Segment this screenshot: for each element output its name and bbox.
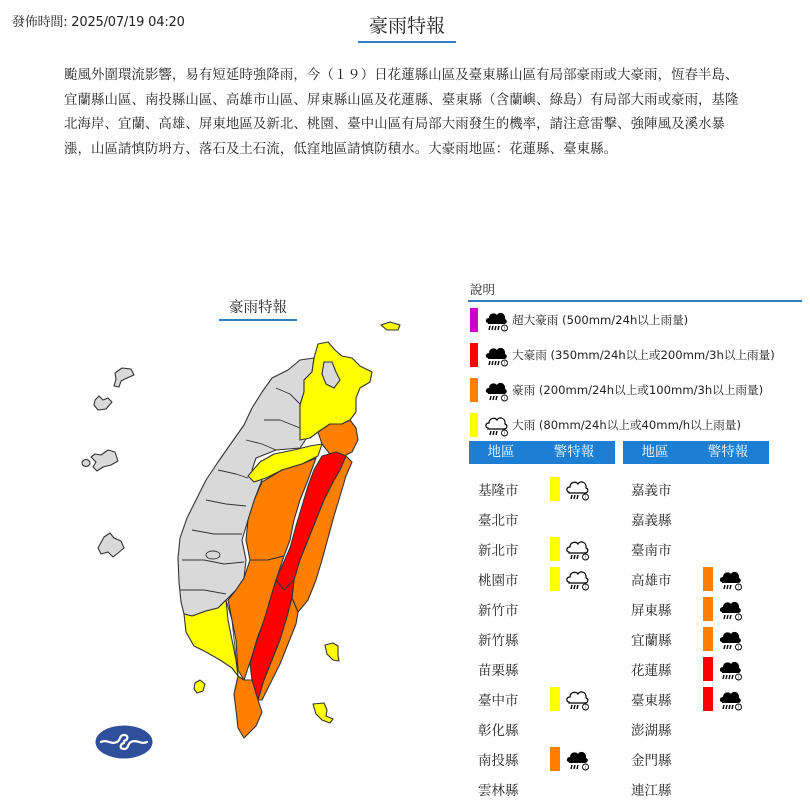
svg-text:!: ! (584, 586, 587, 591)
region-name: 澎湖縣 (631, 723, 672, 739)
xiaoliuqiu-island (194, 680, 205, 693)
penghu-island (82, 460, 90, 467)
region-row (478, 504, 628, 534)
region-row (631, 684, 781, 714)
svg-text:!: ! (584, 496, 587, 501)
svg-text:!: ! (584, 766, 587, 771)
region-name: 臺南市 (631, 543, 672, 559)
region-name: 新竹市 (478, 603, 519, 619)
heavy-rain-cloud-icon (483, 342, 509, 368)
svg-text:!: ! (737, 586, 740, 591)
region-row (478, 534, 628, 564)
region-row (631, 654, 781, 684)
svg-text:!: ! (737, 676, 740, 681)
region-row (478, 774, 628, 804)
region-name: 嘉義市 (631, 483, 672, 499)
legend-item-extremely-heavy (468, 372, 802, 407)
region-row (631, 744, 781, 774)
region-name: 屏東縣 (631, 603, 672, 619)
region-row (478, 564, 628, 594)
svg-text:!: ! (503, 361, 506, 367)
region-name: 新竹縣 (478, 633, 519, 649)
region-name: 苗栗縣 (478, 663, 519, 679)
warning-level-bar (550, 747, 560, 771)
color-swatch (470, 343, 478, 367)
legend-title: 說明 (468, 280, 802, 302)
region-row (478, 744, 628, 774)
svg-text:!: ! (584, 556, 587, 561)
warning-description: 颱風外圍環流影響，易有短延時強降雨，今（１９）日花蓮縣山區及臺東縣山區有局部豪雨或大豪雨，恆春半島、宜蘭縣山區、南投縣山區、高雄市山區、屏東縣山區及花蓮縣、臺東縣（含蘭嶼、綠島）有局部大雨或豪雨，基隆北海岸、宜蘭、高雄、屏東地區及新北、桃園、臺中山區有局部大雨發生的機率，請注意雷擊、強陣風及溪水暴漲，山區請慎防坍方、落石及土石流，低窪地區請慎防積水。大豪雨地區：花蓮縣、臺東縣。 (64, 68, 739, 157)
rain-cloud-outline-icon (564, 686, 590, 712)
region-row (478, 594, 628, 624)
rain-cloud-outline-icon (483, 412, 509, 438)
warning-level-bar (703, 657, 713, 681)
central-weather-administration-logo (95, 725, 153, 759)
region-name: 花蓮縣 (631, 663, 672, 679)
heavy-rain-cloud-icon (717, 656, 743, 682)
legend (468, 280, 802, 442)
warning-level-bar (703, 597, 713, 621)
header-region: 地區 (641, 444, 669, 460)
region-row (631, 534, 781, 564)
heavy-rain-cloud-icon (483, 307, 509, 333)
color-swatch (470, 413, 478, 437)
legend-item-torrential (468, 337, 802, 372)
legend-label: 大豪雨 (350mm/24h以上或200mm/3h以上雨量) (512, 347, 775, 362)
region-row (631, 504, 781, 534)
svg-text:!: ! (503, 431, 506, 437)
warning-level-bar (550, 567, 560, 591)
region-name: 臺北市 (478, 513, 519, 529)
legend-label: 超大豪雨 (500mm/24h以上雨量) (512, 312, 689, 327)
region-list-left (478, 474, 628, 804)
region-row (478, 624, 628, 654)
color-swatch (470, 378, 478, 402)
penghu-island (98, 533, 124, 557)
svg-text:!: ! (737, 706, 740, 711)
rain-cloud-outline-icon (564, 536, 590, 562)
warning-level-bar (703, 567, 713, 591)
green-island (325, 643, 339, 661)
orchid-island (313, 703, 333, 723)
legend-label: 大雨 (80mm/24h以上或40mm/h以上雨量) (512, 417, 742, 432)
region-row (478, 654, 628, 684)
region-row (478, 714, 628, 744)
heavy-rain-cloud-icon (483, 377, 509, 403)
svg-text:!: ! (584, 706, 587, 711)
region-row (631, 774, 781, 804)
warning-level-bar (703, 627, 713, 651)
heavy-rain-cloud-icon (717, 686, 743, 712)
legend-item-heavy (468, 407, 802, 442)
region-name: 臺東縣 (631, 693, 672, 709)
warning-level-bar (550, 537, 560, 561)
header-region: 地區 (487, 444, 515, 460)
legend-item-extremely-torrential (468, 302, 802, 337)
page-title: 豪雨特報 (358, 11, 456, 43)
penghu-island (91, 450, 118, 471)
svg-text:!: ! (737, 646, 740, 651)
region-row (631, 714, 781, 744)
region-name: 基隆市 (478, 483, 519, 499)
table-header-left (469, 441, 615, 464)
region-row (631, 594, 781, 624)
legend-label: 豪雨 (200mm/24h以上或100mm/3h以上雨量) (512, 382, 764, 397)
svg-text:!: ! (503, 326, 506, 332)
rain-cloud-outline-icon (564, 476, 590, 502)
penghu-island (94, 396, 112, 410)
region-name: 彰化縣 (478, 723, 519, 739)
warning-level-bar (703, 687, 713, 711)
region-name: 臺中市 (478, 693, 519, 709)
region-name: 連江縣 (631, 783, 672, 799)
warning-level-bar (550, 687, 560, 711)
region-name: 雲林縣 (478, 783, 519, 799)
region-name: 金門縣 (631, 753, 672, 769)
svg-text:!: ! (737, 616, 740, 621)
warning-level-bar (550, 477, 560, 501)
heavy-rain-cloud-icon (717, 596, 743, 622)
region-row (631, 624, 781, 654)
region-name: 宜蘭縣 (631, 633, 672, 649)
region-name: 桃園市 (478, 573, 519, 589)
color-swatch (470, 308, 478, 332)
region-row (478, 474, 628, 504)
table-header-right (623, 441, 769, 464)
region-name: 新北市 (478, 543, 519, 559)
rain-cloud-outline-icon (564, 566, 590, 592)
header-warning: 警特報 (553, 444, 595, 460)
region-name: 南投縣 (478, 753, 519, 769)
region-name: 嘉義縣 (631, 513, 672, 529)
region-row (631, 474, 781, 504)
pengjia-islet (381, 322, 400, 330)
issue-time: 發佈時間: 2025/07/19 04:20 (12, 15, 185, 30)
heavy-rain-cloud-icon (564, 746, 590, 772)
region-list-right (631, 474, 781, 804)
map-title: 豪雨特報 (219, 296, 297, 321)
heavy-rain-cloud-icon (717, 626, 743, 652)
region-name: 高雄市 (631, 573, 672, 589)
heavy-rain-cloud-icon (717, 566, 743, 592)
header-warning: 警特報 (707, 444, 749, 460)
penghu-island (114, 368, 134, 387)
region-row (478, 684, 628, 714)
region-row (631, 564, 781, 594)
svg-text:!: ! (503, 396, 506, 402)
